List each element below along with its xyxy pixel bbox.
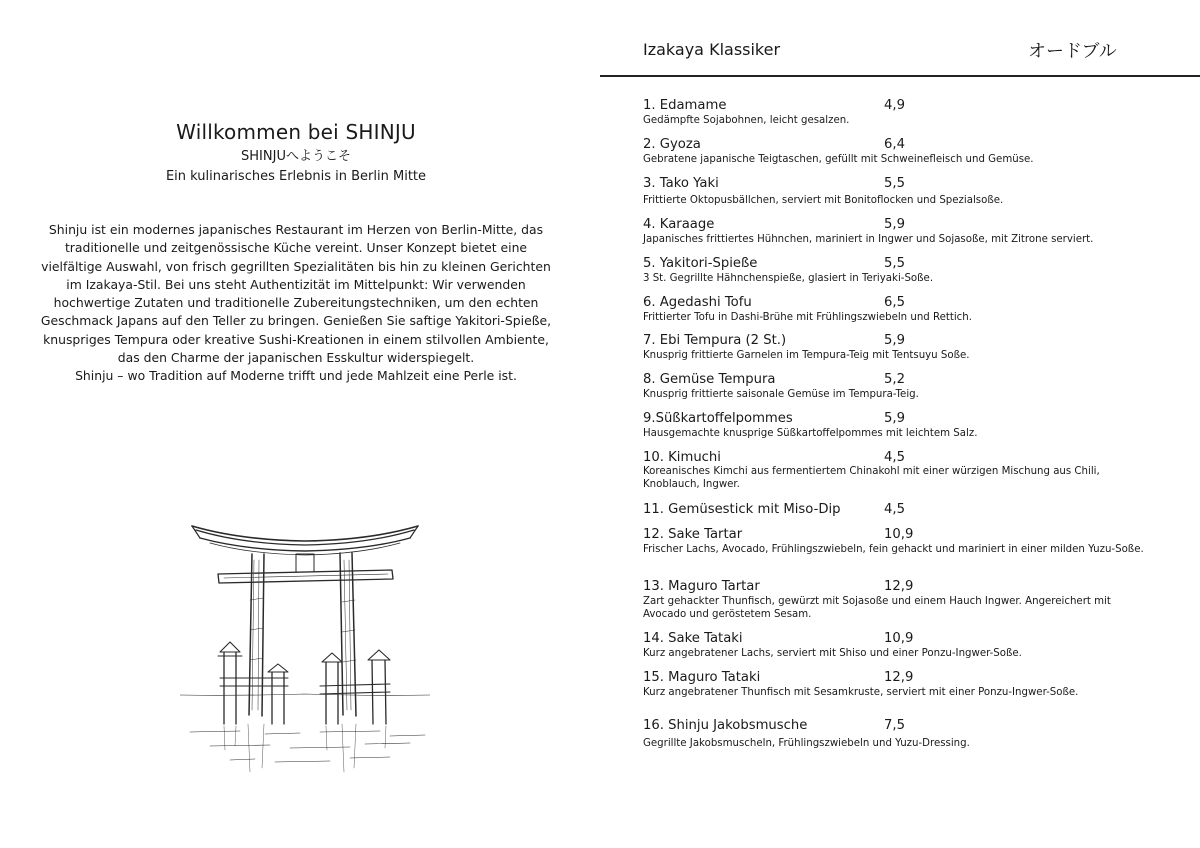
menu-item-description: Knusprig frittierte Garnelen im Tempura-Teig mit Tentsuyu Soße. (643, 350, 970, 361)
menu-item-name: 3. Tako Yaki (643, 176, 719, 191)
section-title-japanese: オードブル (1028, 41, 1117, 62)
menu-item-description: Gebratene japanische Teigtaschen, gefüllt mit Schweinefleisch und Gemüse. (643, 154, 1034, 165)
menu-item-name: 9.Süßkartoffelpommes (643, 411, 793, 426)
intro-line: im Izakaya-Stil. Bei uns steht Authentizität im Mittelpunkt: Wir verwenden (66, 276, 526, 292)
menu-item-name: 7. Ebi Tempura (2 St.) (643, 333, 787, 348)
menu-item-price: 7,5 (884, 718, 905, 733)
menu-item-price: 6,4 (884, 137, 905, 152)
menu-item-price: 10,9 (884, 527, 914, 542)
menu-item-price: 5,9 (884, 217, 905, 232)
menu-item-name: 10. Kimuchi (643, 450, 721, 465)
menu-item-description: Gegrillte Jakobsmuscheln, Frühlingszwiebeln und Yuzu-Dressing. (643, 738, 970, 749)
menu-item-price: 5,9 (884, 333, 905, 348)
menu-item-name: 8. Gemüse Tempura (643, 372, 776, 387)
menu-item-name: 13. Maguro Tartar (643, 579, 760, 594)
intro-text (30, 221, 562, 386)
intro-line: das den Charme der japanischen Esskultur widerspiegelt. (117, 350, 475, 366)
section-title: Izakaya Klassiker (643, 40, 781, 59)
menu-item-name: 12. Sake Tartar (643, 527, 743, 542)
intro-line: Shinju – wo Tradition auf Moderne trifft und jede Mahlzeit eine Perle ist. (75, 368, 517, 384)
menu-item-price: 12,9 (884, 670, 914, 685)
intro-line: Shinju ist ein modernes japanisches Restaurant im Herzen von Berlin-Mitte, das (48, 222, 544, 237)
welcome-title-japanese: SHINJUへようこそ (241, 149, 351, 164)
menu-item-price: 12,9 (884, 579, 914, 594)
menu-item-price: 5,9 (884, 411, 905, 426)
menu-item-price: 5,5 (884, 256, 905, 271)
menu-item-price: 10,9 (884, 631, 914, 646)
intro-line: Geschmack Japans auf den Teller zu bringen. Genießen Sie saftige Yakitori-Spieße, (40, 313, 552, 329)
intro-line: vielfältige Auswahl, von frisch gegrillten Spezialitäten bis hin zu kleinen Gerichten (41, 258, 551, 274)
menu-item-description: Koreanisches Kimchi aus fermentiertem Chinakohl mit einer würzigen Mischung aus Chili, Knoblauch, Ingwer. (643, 466, 1100, 490)
menu-item-price: 4,9 (884, 98, 905, 113)
menu-item-description: Knusprig frittierte saisonale Gemüse im Tempura-Teig. (643, 389, 919, 400)
torii-gate-icon (180, 510, 430, 780)
menu-item-description: 3 St. Gegrillte Hähnchenspieße, glasiert in Teriyaki-Soße. (643, 273, 934, 284)
intro-line: traditionelle und zeitgenössische Küche vereint. Unser Konzept bietet eine (64, 240, 528, 256)
menu-item-name: 5. Yakitori-Spieße (643, 256, 758, 271)
menu-item-description: Zart gehackter Thunfisch, gewürzt mit Sojasoße und einem Hauch Ingwer. Angereichert mit Avocado und geröstetem Sesam. (643, 596, 1111, 620)
menu-item-description: Gedämpfte Sojabohnen, leicht gesalzen. (643, 115, 850, 126)
menu-item-description: Kurz angebratener Thunfisch mit Sesamkruste, serviert mit einer Ponzu-Ingwer-Soße. (643, 687, 1079, 698)
menu-item-description: Frittierte Oktopusbällchen, serviert mit Bonitoflocken und Spezialsoße. (643, 195, 1004, 206)
menu-item-name: 6. Agedashi Tofu (643, 295, 752, 310)
header-divider (600, 75, 1200, 77)
menu-item-price: 4,5 (884, 450, 905, 465)
menu-item-price: 4,5 (884, 502, 905, 517)
intro-line: hochwertige Zutaten und traditionelle Zubereitungstechniken, um den echten (53, 295, 539, 311)
menu-item-price: 5,5 (884, 176, 905, 191)
menu-item-name: 14. Sake Tataki (643, 631, 743, 646)
menu-item-description: Kurz angebratener Lachs, serviert mit Shiso und einer Ponzu-Ingwer-Soße. (643, 648, 1022, 659)
menu-item-price: 6,5 (884, 295, 905, 310)
menu-item-name: 11. Gemüsestick mit Miso-Dip (643, 502, 841, 517)
menu-item-name: 2. Gyoza (643, 137, 701, 152)
menu-item-description: Frittierter Tofu in Dashi-Brühe mit Frühlingszwiebeln und Rettich. (643, 312, 972, 323)
menu-item-price: 5,2 (884, 372, 905, 387)
welcome-subtitle: Ein kulinarisches Erlebnis in Berlin Mitte (165, 169, 427, 184)
menu-item-description: Hausgemachte knusprige Süßkartoffelpommes mit leichtem Salz. (643, 428, 978, 439)
menu-item-name: 15. Maguro Tataki (643, 670, 761, 685)
menu-item-description: Frischer Lachs, Avocado, Frühlingszwiebeln, fein gehackt und mariniert in einer milden Yuzu-Soße. (643, 544, 1144, 555)
menu-item-name: 4. Karaage (643, 217, 715, 232)
welcome-title: Willkommen bei SHINJU (176, 120, 416, 144)
right-page (600, 0, 1200, 848)
menu-item-description: Japanisches frittiertes Hühnchen, mariniert in Ingwer und Sojasoße, mit Zitrone serviert. (643, 234, 1094, 245)
menu-item-name: 1. Edamame (643, 98, 727, 113)
intro-line: knuspriges Tempura oder kreative Sushi-Kreationen in einem stilvollen Ambiente, (43, 331, 549, 347)
menu-item-name: 16. Shinju Jakobsmusche (643, 718, 808, 733)
